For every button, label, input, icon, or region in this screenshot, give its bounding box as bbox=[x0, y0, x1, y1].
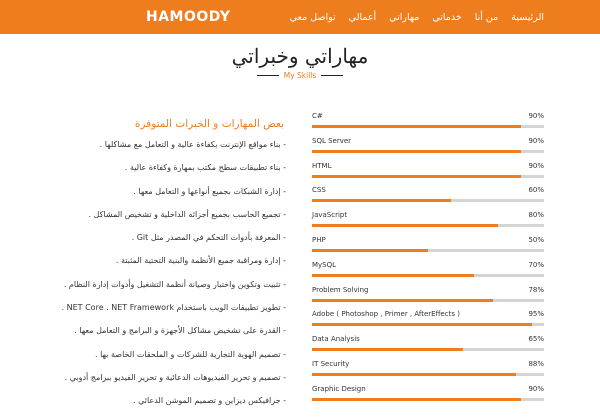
skill-row bbox=[312, 137, 544, 162]
skill-label-row bbox=[312, 162, 544, 170]
skill-progress-fill bbox=[312, 150, 521, 153]
skill-name: PHP bbox=[312, 235, 326, 244]
experience-item: - تصميم و تحرير الفيديوهات الدعائية و تحرير الفيديو ببرامج أدوبي . bbox=[64, 372, 286, 382]
skill-row bbox=[312, 236, 544, 261]
experience-item: - إدارة الشبكات بجميع أنواعها و التعامل معها . bbox=[133, 186, 286, 196]
skill-row bbox=[312, 186, 544, 211]
skill-name: MySQL bbox=[312, 260, 337, 269]
skill-label-row bbox=[312, 310, 544, 318]
skill-percent: 65% bbox=[528, 335, 544, 344]
experience-item: - القدرة على تشخيص مشاكل الأجهزة و البرامج و التعامل معها . bbox=[74, 326, 286, 336]
skill-row bbox=[312, 261, 544, 286]
skill-name: Adobe ( Photoshop , Primer , AfterEffects ) bbox=[312, 310, 460, 319]
skill-percent: 90% bbox=[528, 161, 544, 170]
skill-row bbox=[312, 335, 544, 360]
section-header bbox=[0, 42, 600, 80]
skill-percent: 78% bbox=[528, 285, 544, 294]
experience-item: - تطوير تطبيقات الويب باستخدام NET Core . NET Framework . bbox=[61, 303, 286, 313]
skill-label-row bbox=[312, 261, 544, 269]
nav-home[interactable]: الرئيسية bbox=[511, 11, 544, 23]
skill-progress-track bbox=[312, 274, 544, 277]
skill-row bbox=[312, 360, 544, 385]
skill-label-row bbox=[312, 335, 544, 343]
skill-name: Data Analysis bbox=[312, 335, 360, 344]
skill-label-row bbox=[312, 112, 544, 120]
main-nav bbox=[290, 12, 544, 23]
skill-row bbox=[312, 385, 544, 410]
skills-list bbox=[312, 112, 544, 410]
section-title: مهاراتي وخبراتي bbox=[231, 44, 369, 68]
skill-progress-fill bbox=[312, 224, 498, 227]
experience-item: - تصميم الهوية التجارية للشركات و الملحقات الخاصة بها . bbox=[95, 349, 286, 359]
skill-percent: 90% bbox=[528, 136, 544, 145]
nav-works[interactable]: أعمالي bbox=[348, 11, 377, 23]
skill-label-row bbox=[312, 385, 544, 393]
skill-progress-track bbox=[312, 224, 544, 227]
skill-percent: 70% bbox=[528, 260, 544, 269]
skill-percent: 60% bbox=[528, 186, 544, 195]
skill-row bbox=[312, 162, 544, 187]
skill-progress-fill bbox=[312, 323, 532, 326]
skill-progress-track bbox=[312, 199, 544, 202]
skill-name: Problem Solving bbox=[312, 285, 369, 294]
skill-progress-track bbox=[312, 398, 544, 401]
subtitle-divider-left bbox=[257, 75, 279, 76]
skill-progress-fill bbox=[312, 373, 516, 376]
skill-name: SQL Server bbox=[312, 136, 352, 145]
experience-heading: بعض المهارات و الخبرات المتوفرة bbox=[134, 118, 284, 130]
skill-progress-track bbox=[312, 348, 544, 351]
skill-progress-fill bbox=[312, 249, 428, 252]
skill-progress-track bbox=[312, 299, 544, 302]
skill-row bbox=[312, 112, 544, 137]
experience-item: - إدارة ومراقبة جميع الأنظمة والبنية التحتية المثبتة . bbox=[115, 256, 286, 266]
skill-label-row bbox=[312, 236, 544, 244]
nav-services[interactable]: خدماتي bbox=[432, 11, 462, 23]
skill-name: C# bbox=[312, 112, 323, 120]
skill-progress-track bbox=[312, 323, 544, 326]
top-navbar bbox=[0, 0, 600, 34]
skill-label-row bbox=[312, 137, 544, 145]
skill-name: HTML bbox=[312, 161, 332, 170]
skill-label-row bbox=[312, 360, 544, 368]
experience-item: - بناء مواقع الإنترنت بكفاءة عالية و التعامل مع مشاكلها . bbox=[99, 140, 286, 149]
skill-percent: 80% bbox=[528, 211, 544, 220]
skill-percent: 90% bbox=[528, 112, 544, 120]
skill-progress-fill bbox=[312, 348, 463, 351]
experience-item: - جرافيكس ديزاين و تصميم الموشن الدعائي . bbox=[133, 396, 286, 406]
skill-progress-fill bbox=[312, 299, 493, 302]
skill-percent: 88% bbox=[528, 359, 544, 368]
skill-progress-fill bbox=[312, 398, 521, 401]
skill-progress-fill bbox=[312, 125, 521, 128]
skill-percent: 95% bbox=[528, 310, 544, 319]
skill-progress-track bbox=[312, 249, 544, 252]
nav-contact[interactable]: تواصل معي bbox=[289, 11, 336, 23]
skill-progress-fill bbox=[312, 274, 474, 277]
skill-row bbox=[312, 211, 544, 236]
skill-progress-track bbox=[312, 373, 544, 376]
skill-percent: 50% bbox=[528, 235, 544, 244]
skill-progress-fill bbox=[312, 175, 521, 178]
skill-row bbox=[312, 286, 544, 311]
nav-skills[interactable]: مهاراتي bbox=[389, 11, 420, 23]
experience-item: - تجميع الحاسب بجميع أجزائه الداخلية و تشخيص المشاكل . bbox=[88, 209, 286, 219]
skill-name: JavaScript bbox=[312, 211, 348, 220]
skill-name: CSS bbox=[312, 186, 326, 195]
skill-progress-fill bbox=[312, 199, 451, 202]
experience-item: - تثبيت وتكوين واختبار وصيانة أنظمة التشغيل وأدوات إدارة النظام . bbox=[63, 279, 286, 289]
skill-progress-track bbox=[312, 150, 544, 153]
skill-label-row bbox=[312, 286, 544, 294]
section-subtitle: My Skills bbox=[283, 71, 317, 80]
skill-percent: 90% bbox=[528, 384, 544, 393]
skill-progress-track bbox=[312, 175, 544, 178]
subtitle-divider-right bbox=[321, 75, 343, 76]
skill-name: IT Security bbox=[312, 359, 350, 368]
skill-row bbox=[312, 310, 544, 335]
skill-progress-track bbox=[312, 125, 544, 128]
brand-logo[interactable]: HAMOODY bbox=[146, 9, 231, 25]
experience-list bbox=[62, 140, 286, 420]
section-subtitle-row bbox=[0, 71, 600, 80]
nav-about[interactable]: من أنا bbox=[474, 11, 499, 23]
experience-item: - المعرفة بأدوات التحكم في المصدر مثل Git . bbox=[131, 233, 286, 243]
skill-label-row bbox=[312, 186, 544, 194]
skill-label-row bbox=[312, 211, 544, 219]
skill-name: Graphic Design bbox=[312, 384, 366, 393]
experience-item: - بناء تطبيقات سطح مكتب بمهارة وكفاءة عالية . bbox=[124, 163, 286, 173]
